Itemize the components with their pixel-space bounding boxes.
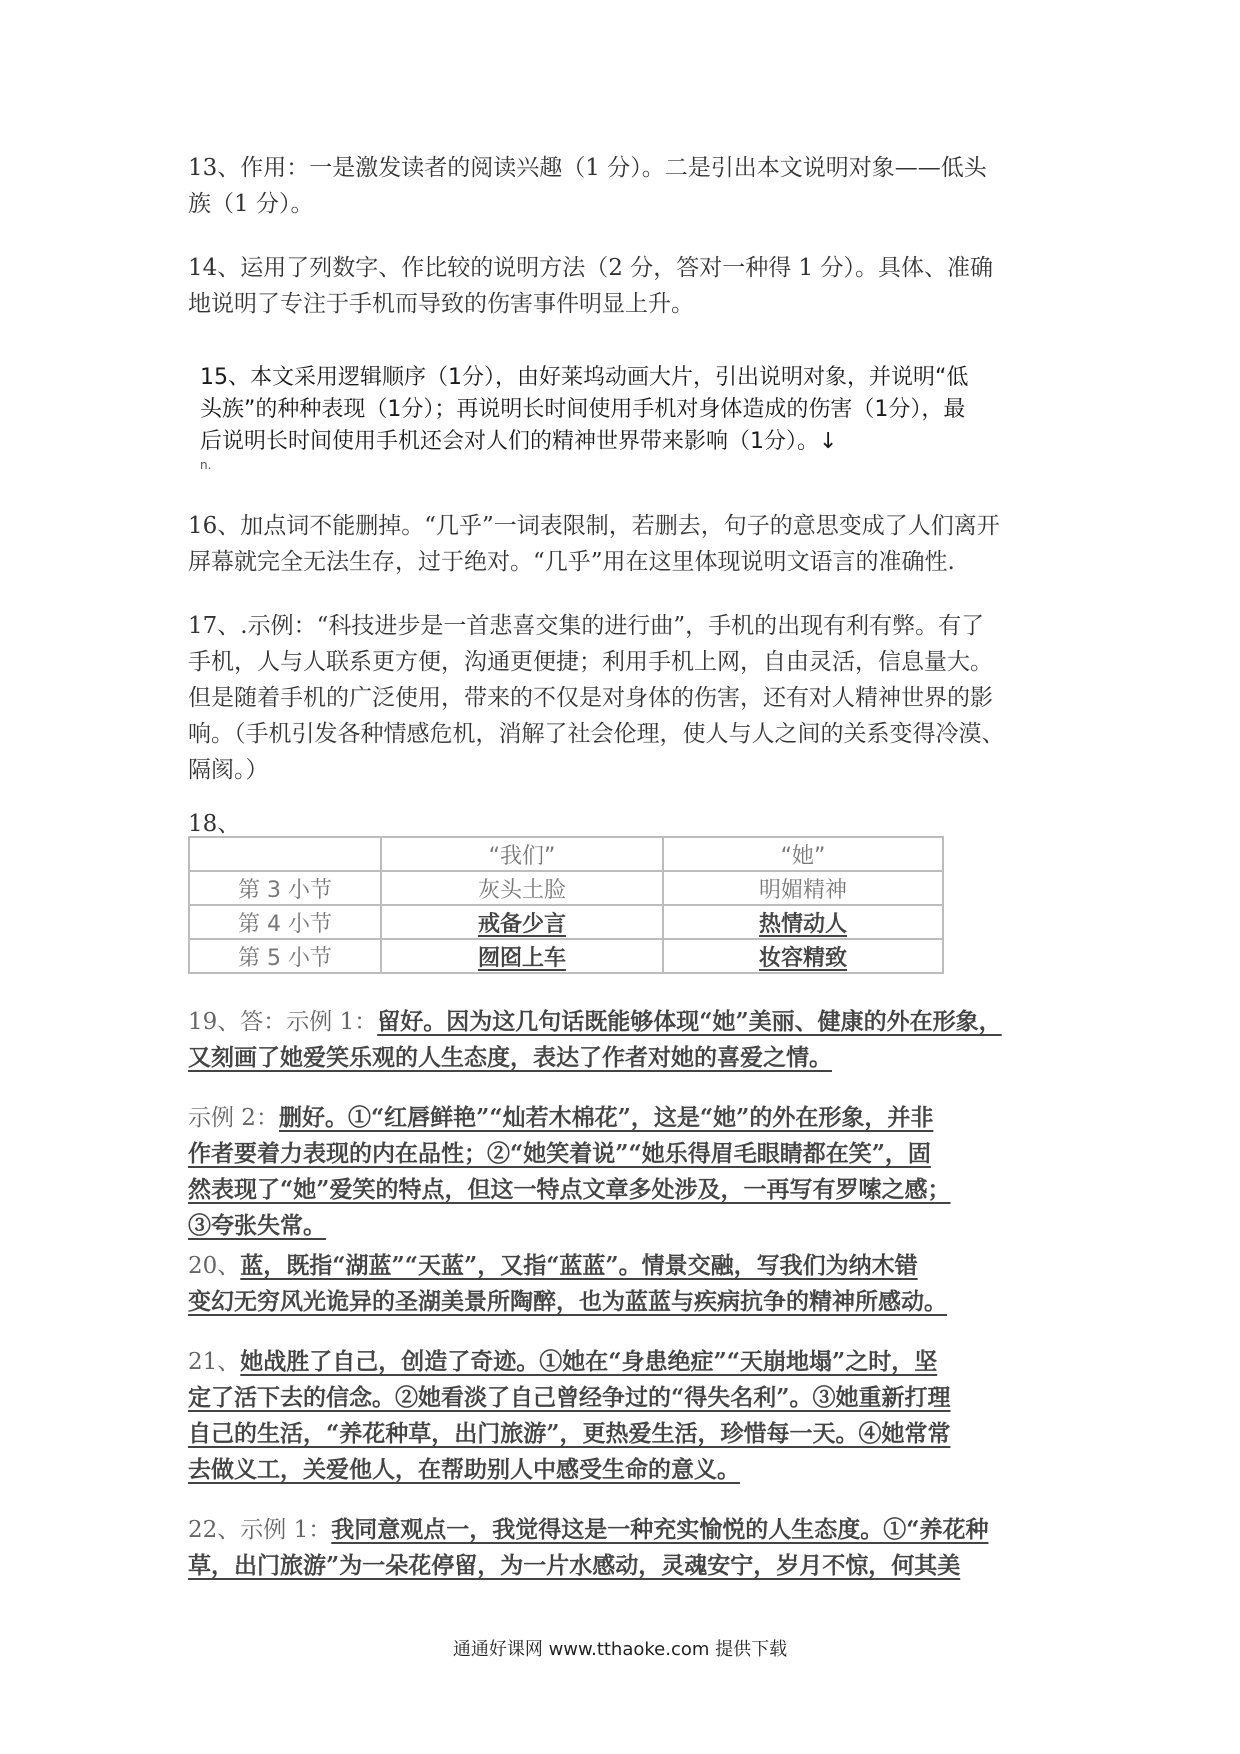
answer-22-text: 草，出门旅游”为一朵花停留，为一片水感动，灵魂安宁，岁月不惊，何其美 — [188, 1552, 961, 1579]
answer-14-line: 14、运用了列数字、作比较的说明方法（2 分，答对一种得 1 分）。具体、准确 — [188, 255, 993, 281]
answer-19b-prefix: 示例 2： — [188, 1105, 279, 1131]
answer-17-line: 隔阂。） — [188, 757, 269, 783]
table-cell: 灰头土脸 — [381, 871, 663, 905]
answer-15-line: 15、本文采用逻辑顺序（1分），由好莱坞动画大片，引出说明对象，并说明“低 — [200, 365, 969, 390]
table-cell: 明媚精神 — [663, 871, 943, 905]
answer-underlined: 戒备少言 — [477, 911, 566, 937]
answer-18-table — [188, 836, 944, 974]
answer-21-text: 她战胜了自己，创造了奇迹。①她在“身患绝症”“天崩地塌”之时，坚 — [240, 1348, 938, 1375]
answer-15-line: 后说明长时间使用手机还会对人们的精神世界带来影响（1分）。↓ — [200, 429, 838, 454]
answer-15-pasted-image — [200, 362, 1040, 472]
answer-20-prefix: 20、 — [188, 1253, 241, 1279]
table-cell: 第 5 小节 — [189, 939, 381, 973]
answer-20 — [188, 1248, 1058, 1320]
table-header-row — [189, 837, 943, 871]
answer-21-text: 自己的生活，“养花种草，出门旅游”，更热爱生活，珍惜每一天。④她常常 — [188, 1420, 951, 1447]
answer-15-line: 头族”的种种表现（1分）；再说明长时间使用手机对身体造成的伤害（1分），最 — [200, 397, 966, 422]
answer-19b-text: 删好。①“红唇鲜艳”“灿若木棉花”，这是“她”的外在形象，并非 — [278, 1104, 934, 1131]
answer-19b-text: 作者要着力表现的内在品性；②“她笑着说”“她乐得眉毛眼睛都在笑”，固 — [188, 1140, 931, 1167]
answer-19-example-2 — [188, 1100, 1058, 1244]
answer-13-line: 13、作用：一是激发读者的阅读兴趣（1 分）。二是引出本文说明对象——低头 — [188, 155, 987, 181]
table-cell — [381, 939, 663, 973]
answer-17-line: 17、.示例：“科技进步是一首悲喜交集的进行曲”，手机的出现有利有弊。有了 — [188, 613, 985, 639]
table-cell — [663, 905, 943, 939]
answer-21-line — [188, 1452, 1058, 1488]
answer-16-line: 16、加点词不能删掉。“几乎”一词表限制，若删去，句子的意思变成了人们离开 — [188, 513, 1000, 539]
answer-19-prefix: 19、答：示例 1： — [188, 1009, 378, 1035]
answer-17-line: 响。（手机引发各种情感危机，消解了社会伦理，使人与人之间的关系变得冷漠、 — [188, 721, 1005, 747]
answer-17 — [188, 608, 1058, 788]
answer-21-line — [188, 1416, 1058, 1452]
answer-14 — [188, 250, 1058, 322]
answer-19-line — [188, 1040, 1058, 1076]
answer-underlined: 囫囵上车 — [477, 945, 566, 971]
answer-19b-line — [188, 1136, 1058, 1172]
answer-20-text: 变幻无穷风光诡异的圣湖美景所陶醉，也为蓝蓝与疾病抗争的精神所感动。 — [188, 1288, 947, 1315]
table-cell: “她” — [663, 837, 943, 871]
stray-mark: n. — [200, 458, 212, 472]
page-footer: 通通好课网 www.tthaoke.com 提供下载 — [452, 1639, 788, 1660]
answer-16 — [188, 508, 1058, 580]
answer-19-line — [188, 1004, 1058, 1040]
table-cell — [189, 837, 381, 871]
answer-20-line — [188, 1284, 1058, 1320]
answer-16-line: 屏幕就完全无法生存，过于绝对。“几乎”用在这里体现说明文语言的准确性. — [188, 549, 955, 575]
answer-20-text: 蓝，既指“湖蓝”“天蓝”，又指“蓝蓝”。情景交融，写我们为纳木错 — [240, 1252, 918, 1279]
answer-19-text: 又刻画了她爱笑乐观的人生态度，表达了作者对她的喜爱之情。 — [188, 1044, 832, 1071]
answer-21-prefix: 21、 — [188, 1349, 241, 1375]
table-cell: “我们” — [381, 837, 663, 871]
answer-13 — [188, 150, 1058, 222]
answer-22-prefix: 22、示例 1： — [188, 1517, 332, 1543]
answer-13-line: 族（1 分）。 — [188, 191, 314, 217]
answer-underlined: 热情动人 — [758, 911, 847, 937]
table-cell: 第 4 小节 — [189, 905, 381, 939]
table-row — [189, 905, 943, 939]
answer-20-line — [188, 1248, 1058, 1284]
answer-18-number: 18、 — [188, 811, 241, 837]
answer-14-line: 地说明了专注于手机而导致的伤害事件明显上升。 — [188, 291, 694, 317]
answer-19b-text: 然表现了“她”爱笑的特点，但这一特点文章多处涉及，一再写有罗嗦之感； — [188, 1176, 951, 1203]
answer-21-line — [188, 1380, 1058, 1416]
answer-22 — [188, 1512, 1058, 1584]
table-cell: 第 3 小节 — [189, 871, 381, 905]
table-row — [189, 871, 943, 905]
answer-21 — [188, 1344, 1058, 1488]
answer-22-line — [188, 1548, 1058, 1584]
answer-19-text: 留好。因为这几句话既能够体现“她”美丽、健康的外在形象， — [377, 1008, 1002, 1035]
answer-19b-text: ③夸张失常。 — [188, 1212, 326, 1239]
answer-19b-line — [188, 1208, 1058, 1244]
answer-21-line — [188, 1344, 1058, 1380]
answer-21-text: 定了活下去的信念。②她看淡了自己曾经争过的“得失名利”。③她重新打理 — [188, 1384, 951, 1411]
table-cell — [381, 905, 663, 939]
answer-17-line: 但是随着手机的广泛使用，带来的不仅是对身体的伤害，还有对人精神世界的影 — [188, 685, 993, 711]
answer-19b-line — [188, 1172, 1058, 1208]
answer-21-text: 去做义工，关爱他人，在帮助别人中感受生命的意义。 — [188, 1456, 740, 1483]
answer-17-line: 手机，人与人联系更方便，沟通更便捷；利用手机上网，自由灵活，信息量大。 — [188, 649, 993, 675]
answer-19b-line — [188, 1100, 1058, 1136]
table-row — [189, 939, 943, 973]
answer-19-example-1 — [188, 1004, 1058, 1076]
answer-22-text: 我同意观点一，我觉得这是一种充实愉悦的人生态度。①“养花种 — [331, 1516, 989, 1543]
answer-underlined: 妆容精致 — [758, 945, 847, 971]
answer-22-line — [188, 1512, 1058, 1548]
table-cell — [663, 939, 943, 973]
